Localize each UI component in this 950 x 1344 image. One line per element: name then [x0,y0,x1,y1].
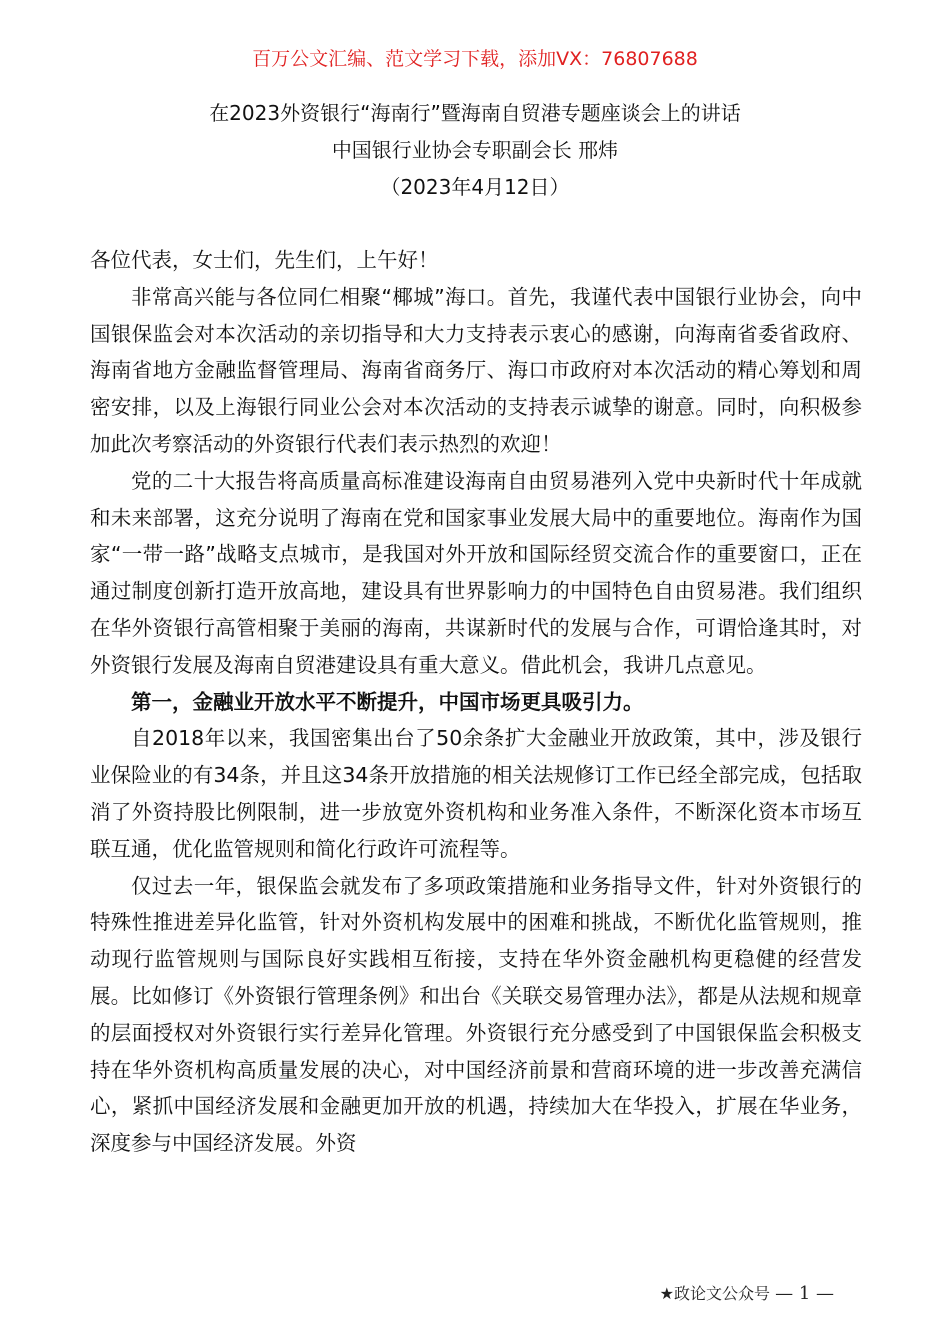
speech-date: （2023年4月12日） [380,175,570,199]
paragraph: 自2018年以来，我国密集出台了50余条扩大金融业开放政策，其中，涉及银行业保险业的有34条，并且这34条开放措施的相关法规修订工作已经全部完成，包括取消了外资持股比例限制，进一步放宽外资机构和业务准入条件，不断深化资本市场互联互通，优化监管规则和简化行政许可流程等。 [90,726,862,861]
speech-title: 在2023外资银行“海南行”暨海南自贸港专题座谈会上的讲话 [209,101,741,125]
promo-banner: 百万公文汇编、范文学习下载，添加VX：76807688 [252,48,698,70]
section-heading: 第一，金融业开放水平不断提升，中国市场更具吸引力。 [131,689,644,714]
paragraph: 非常高兴能与各位同仁相聚“椰城”海口。首先，我谨代表中国银行业协会，向中国银保监会对本次活动的亲切指导和大力支持表示衷心的感谢，向海南省委省政府、海南省地方金融监督管理局、海南省商务厅、海口市政府对本次活动的精心筹划和周密安排，以及上海银行同业公会对本次活动的支持表示诚挚的谢意。同时，向积极参加此次考察活动的外资银行代表们表示热烈的欢迎！ [90,284,862,456]
paragraph: 仅过去一年，银保监会就发布了多项政策措施和业务指导文件，针对外资银行的特殊性推进差异化监管，针对外资机构发展中的困难和挑战，不断优化监管规则，推动现行监管规则与国际良好实践相互衔接，支持在华外资金融机构更稳健的经营发展。比如修订《外资银行管理条例》和出台《关联交易管理办法》，都是从法规和规章的层面授权对外资银行实行差异化管理。外资银行充分感受到了中国银保监会积极支持在华外资机构高质量发展的决心，对中国经济前景和营商环境的进一步改善充满信心，紧抓中国经济发展和金融更加开放的机遇，持续加大在华投入，扩展在华业务，深度参与中国经济发展。外资 [90,873,862,1156]
page-footer [660,1280,834,1308]
speech-body [90,242,862,1162]
paragraph: 党的二十大报告将高质量高标准建设海南自由贸易港列入党中央新时代十年成就和未来部署，这充分说明了海南在党和国家事业发展大局中的重要地位。海南作为国家“一带一路”战略支点城市，是我国对外开放和国际经贸交流合作的重要窗口，正在通过制度创新打造开放高地，建设具有世界影响力的中国特色自由贸易港。我们组织在华外资银行高管相聚于美丽的海南，共谋新时代的发展与合作，可谓恰逢其时，对外资银行发展及海南自贸港建设具有重大意义。借此机会，我讲几点意见。 [90,468,862,677]
footer-source: ★政论文公众号 [659,1284,770,1303]
salutation: 各位代表，女士们，先生们，上午好！ [90,248,439,272]
speaker-line: 中国银行业协会专职副会长 邢炜 [331,138,619,162]
page-number: — 1 — [775,1283,834,1304]
